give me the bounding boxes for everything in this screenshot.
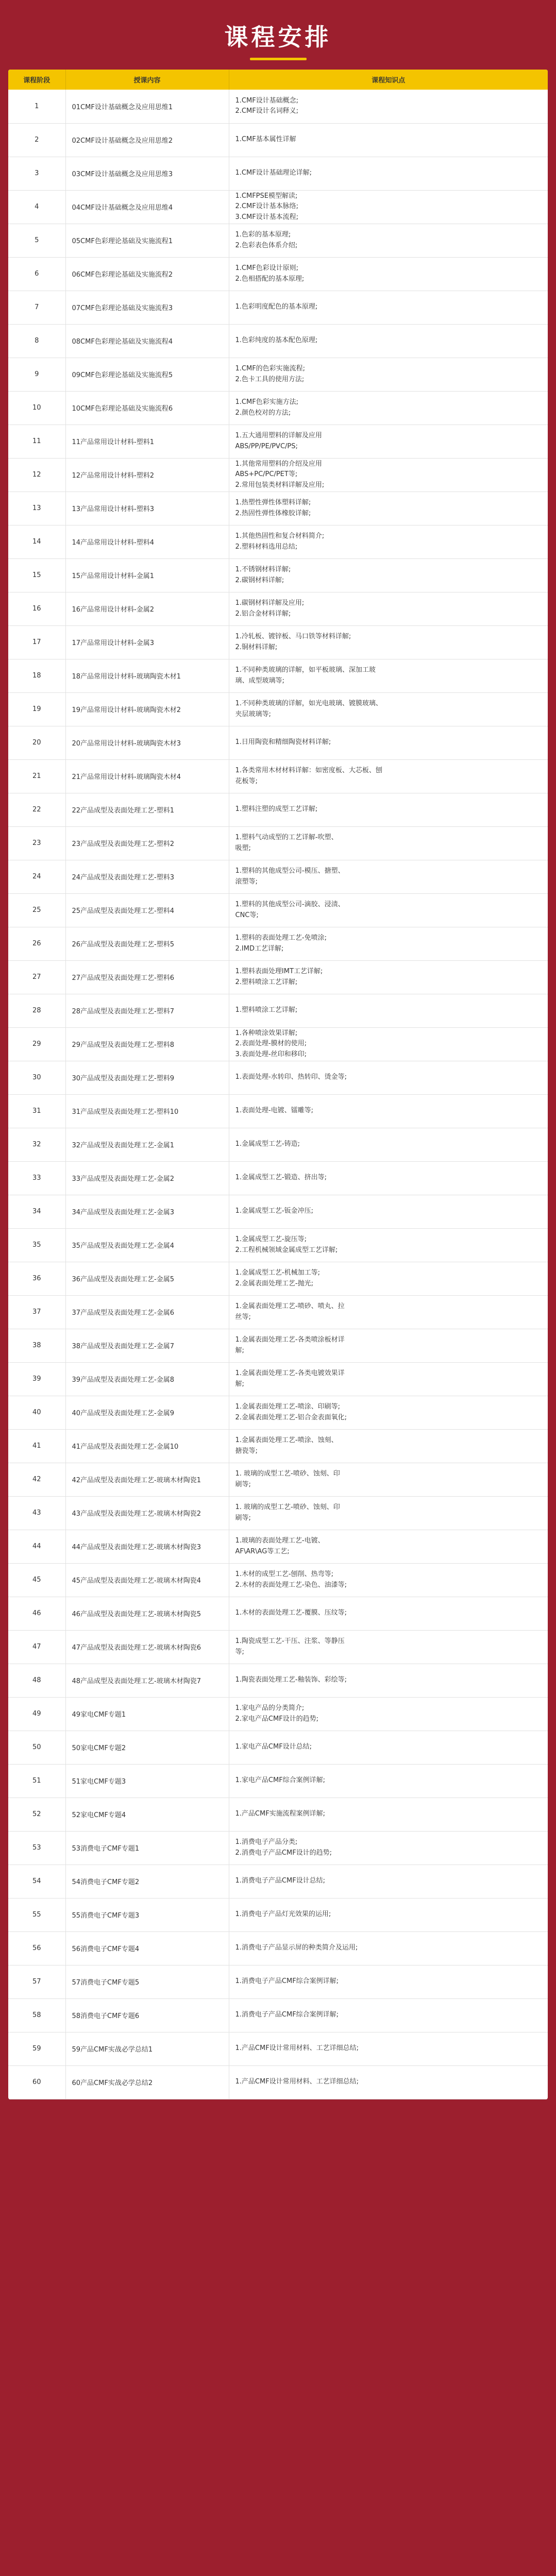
row-stage-cell: 56 — [8, 1931, 65, 1965]
row-course-cell: 04CMF设计基础概念及应用思维4 — [65, 190, 229, 224]
table-row — [8, 1195, 548, 1228]
table-row — [8, 257, 548, 291]
row-stage-cell: 42 — [8, 1463, 65, 1496]
row-course-cell: 19产品常用设计材料-玻璃陶瓷木材2 — [65, 692, 229, 726]
table-row — [8, 659, 548, 692]
row-stage-cell: 9 — [8, 358, 65, 391]
row-knowledge-cell: 1.产品CMF设计常用材料、工艺详细总结; — [229, 2065, 548, 2099]
table-row — [8, 458, 548, 492]
row-course-cell: 24产品成型及表面处理工艺-塑料3 — [65, 860, 229, 893]
row-course-cell: 41产品成型及表面处理工艺-金属10 — [65, 1429, 229, 1463]
row-stage-cell: 50 — [8, 1731, 65, 1764]
row-course-cell: 59产品CMF实战必学总结1 — [65, 2032, 229, 2065]
row-knowledge-cell: 1.塑料气动成型的工艺详解-吹塑、 吸塑; — [229, 826, 548, 860]
row-course-cell: 09CMF色彩理论基础及实施流程5 — [65, 358, 229, 391]
header — [0, 0, 556, 70]
row-course-cell: 55消费电子CMF专题3 — [65, 1898, 229, 1931]
table-row — [8, 1396, 548, 1429]
row-course-cell: 42产品成型及表面处理工艺-玻璃木材陶瓷1 — [65, 1463, 229, 1496]
row-knowledge-cell: 1.塑料表面处理IMT工艺详解; 2.塑料喷涂工艺详解; — [229, 960, 548, 994]
table-row — [8, 525, 548, 558]
row-stage-cell: 44 — [8, 1530, 65, 1563]
row-knowledge-cell: 1.不锈钢材料详解; 2.碳钢材料详解; — [229, 558, 548, 592]
table-row — [8, 2065, 548, 2099]
row-course-cell: 26产品成型及表面处理工艺-塑料5 — [65, 927, 229, 960]
page-title: 课程安排 — [224, 23, 332, 51]
row-course-cell: 57消费电子CMF专题5 — [65, 1965, 229, 1998]
row-knowledge-cell: 1.其他常用塑料的介绍及应用 ABS+PC/PC/PET等; 2.常用包装类材料详解及应用; — [229, 458, 548, 492]
row-stage-cell: 57 — [8, 1965, 65, 1998]
row-course-cell: 15产品常用设计材料-金属1 — [65, 558, 229, 592]
table-row — [8, 190, 548, 224]
table-row — [8, 391, 548, 425]
row-knowledge-cell: 1.冷轧板、镀锌板、马口铁等材料详解; 2.铜材料详解; — [229, 625, 548, 659]
row-course-cell: 33产品成型及表面处理工艺-金属2 — [65, 1161, 229, 1195]
row-knowledge-cell: 1. 玻璃的成型工艺-喷砂、蚀刻、印 刷等; — [229, 1463, 548, 1496]
row-knowledge-cell: 1.表面处理-水转印、热转印、烫金等; — [229, 1061, 548, 1094]
table-row — [8, 1094, 548, 1128]
row-course-cell: 17产品常用设计材料-金属3 — [65, 625, 229, 659]
table-row — [8, 1898, 548, 1931]
row-course-cell: 30产品成型及表面处理工艺-塑料9 — [65, 1061, 229, 1094]
table-row — [8, 893, 548, 927]
row-knowledge-cell: 1.产品CMF设计常用材料、工艺详细总结; — [229, 2032, 548, 2065]
row-stage-cell: 7 — [8, 291, 65, 324]
row-knowledge-cell: 1.木材的表面处理工艺-覆膜、压纹等; — [229, 1597, 548, 1630]
row-stage-cell: 34 — [8, 1195, 65, 1228]
row-stage-cell: 3 — [8, 157, 65, 190]
table-row — [8, 826, 548, 860]
row-stage-cell: 39 — [8, 1362, 65, 1396]
table-row — [8, 1128, 548, 1161]
row-knowledge-cell: 1. 玻璃的成型工艺-喷砂、蚀刻、印 刷等; — [229, 1496, 548, 1530]
row-course-cell: 58消费电子CMF专题6 — [65, 1998, 229, 2032]
row-course-cell: 11产品常用设计材料-塑料1 — [65, 425, 229, 458]
table-row — [8, 1362, 548, 1396]
table-row — [8, 927, 548, 960]
row-stage-cell: 49 — [8, 1697, 65, 1731]
table-row — [8, 1061, 548, 1094]
table-row — [8, 1262, 548, 1295]
row-knowledge-cell: 1.碳钢材料详解及应用; 2.铝合金材料详解; — [229, 592, 548, 625]
row-stage-cell: 23 — [8, 826, 65, 860]
table-row — [8, 692, 548, 726]
table-row — [8, 224, 548, 257]
row-knowledge-cell: 1.金属表面处理工艺-各类电镀效果详 解; — [229, 1362, 548, 1396]
row-knowledge-cell: 1.陶瓷表面处理工艺-釉装饰、彩绘等; — [229, 1664, 548, 1697]
row-stage-cell: 60 — [8, 2065, 65, 2099]
row-knowledge-cell: 1.消费电子产品显示屏的种类简介及运用; — [229, 1931, 548, 1965]
row-stage-cell: 46 — [8, 1597, 65, 1630]
row-knowledge-cell: 1.色彩明度配色的基本原理; — [229, 291, 548, 324]
row-knowledge-cell: 1.五大通用塑料的详解及应用 ABS/PP/PE/PVC/PS; — [229, 425, 548, 458]
row-stage-cell: 31 — [8, 1094, 65, 1128]
row-stage-cell: 25 — [8, 893, 65, 927]
row-knowledge-cell: 1.消费电子产品CMF综合案例详解; — [229, 1998, 548, 2032]
row-knowledge-cell: 1.陶瓷成型工艺-干压、注浆、等静压 等; — [229, 1630, 548, 1664]
row-knowledge-cell: 1.玻璃的表面处理工艺-电镀、 AF\AR\AG等工艺; — [229, 1530, 548, 1563]
table-row — [8, 358, 548, 391]
row-stage-cell: 27 — [8, 960, 65, 994]
row-course-cell: 10CMF色彩理论基础及实施流程6 — [65, 391, 229, 425]
row-stage-cell: 17 — [8, 625, 65, 659]
row-course-cell: 46产品成型及表面处理工艺-玻璃木材陶瓷5 — [65, 1597, 229, 1630]
row-course-cell: 13产品常用设计材料-塑料3 — [65, 492, 229, 525]
row-course-cell: 50家电CMF专题2 — [65, 1731, 229, 1764]
row-knowledge-cell: 1.CMF基本属性详解 — [229, 123, 548, 157]
row-knowledge-cell: 1.产品CMF实施流程案例详解; — [229, 1798, 548, 1831]
row-knowledge-cell: 1.家电产品CMF设计总结; — [229, 1731, 548, 1764]
table-row — [8, 726, 548, 759]
table-row — [8, 1429, 548, 1463]
row-course-cell: 48产品成型及表面处理工艺-玻璃木材陶瓷7 — [65, 1664, 229, 1697]
table-row — [8, 994, 548, 1027]
row-stage-cell: 48 — [8, 1664, 65, 1697]
row-stage-cell: 14 — [8, 525, 65, 558]
table-row — [8, 1831, 548, 1865]
table-row — [8, 1463, 548, 1496]
row-stage-cell: 43 — [8, 1496, 65, 1530]
row-course-cell: 25产品成型及表面处理工艺-塑料4 — [65, 893, 229, 927]
row-knowledge-cell: 1.金属成型工艺-钣金冲压; — [229, 1195, 548, 1228]
table-header — [8, 70, 548, 90]
column-header-knowledge: 课程知识点 — [229, 70, 548, 90]
table-row — [8, 425, 548, 458]
row-course-cell: 60产品CMF实战必学总结2 — [65, 2065, 229, 2099]
row-course-cell: 02CMF设计基础概念及应用思维2 — [65, 123, 229, 157]
row-knowledge-cell: 1.金属表面处理工艺-喷涂、蚀刻、 搪瓷等; — [229, 1429, 548, 1463]
table-row — [8, 1530, 548, 1563]
table-row — [8, 1697, 548, 1731]
row-knowledge-cell: 1.塑料的表面处理工艺-免喷涂; 2.IMD工艺详解; — [229, 927, 548, 960]
row-course-cell: 22产品成型及表面处理工艺-塑料1 — [65, 793, 229, 826]
table-row — [8, 860, 548, 893]
table-row — [8, 625, 548, 659]
row-course-cell: 36产品成型及表面处理工艺-金属5 — [65, 1262, 229, 1295]
table-row — [8, 1998, 548, 2032]
row-course-cell: 54消费电子CMF专题2 — [65, 1865, 229, 1898]
table-row — [8, 2032, 548, 2065]
table-row — [8, 558, 548, 592]
row-knowledge-cell: 1.家电产品的分类简介; 2.家电产品CMF设计的趋势; — [229, 1697, 548, 1731]
row-course-cell: 47产品成型及表面处理工艺-玻璃木材陶瓷6 — [65, 1630, 229, 1664]
row-stage-cell: 32 — [8, 1128, 65, 1161]
column-header-stage: 课程阶段 — [8, 70, 65, 90]
column-header-content: 授课内容 — [65, 70, 229, 90]
table-row — [8, 1295, 548, 1329]
table-row — [8, 1563, 548, 1597]
row-stage-cell: 4 — [8, 190, 65, 224]
table-row — [8, 1931, 548, 1965]
table-row — [8, 492, 548, 525]
table-body — [8, 90, 548, 2099]
row-course-cell: 43产品成型及表面处理工艺-玻璃木材陶瓷2 — [65, 1496, 229, 1530]
row-stage-cell: 2 — [8, 123, 65, 157]
row-course-cell: 28产品成型及表面处理工艺-塑料7 — [65, 994, 229, 1027]
row-stage-cell: 58 — [8, 1998, 65, 2032]
table-row — [8, 960, 548, 994]
row-stage-cell: 47 — [8, 1630, 65, 1664]
row-course-cell: 01CMF设计基础概念及应用思维1 — [65, 90, 229, 123]
row-course-cell: 16产品常用设计材料-金属2 — [65, 592, 229, 625]
table-row — [8, 157, 548, 190]
row-stage-cell: 15 — [8, 558, 65, 592]
row-stage-cell: 1 — [8, 90, 65, 123]
row-knowledge-cell: 1.各类常用木材材料详解：如密度板、大芯板、刨 花板等; — [229, 759, 548, 793]
row-stage-cell: 38 — [8, 1329, 65, 1362]
row-knowledge-cell: 1.塑料喷涂工艺详解; — [229, 994, 548, 1027]
table-row — [8, 324, 548, 358]
row-course-cell: 05CMF色彩理论基础及实施流程1 — [65, 224, 229, 257]
row-knowledge-cell: 1.木材的成型工艺-刨削、热弯等; 2.木材的表面处理工艺-染色、油漆等; — [229, 1563, 548, 1597]
row-stage-cell: 20 — [8, 726, 65, 759]
row-stage-cell: 22 — [8, 793, 65, 826]
footer-band — [0, 2099, 556, 2120]
row-stage-cell: 30 — [8, 1061, 65, 1094]
row-course-cell: 29产品成型及表面处理工艺-塑料8 — [65, 1027, 229, 1061]
row-course-cell: 03CMF设计基础概念及应用思维3 — [65, 157, 229, 190]
row-knowledge-cell: 1.金属表面处理工艺-喷砂、喷丸、拉 丝等; — [229, 1295, 548, 1329]
row-knowledge-cell: 1.金属表面处理工艺-各类喷涂板材详 解; — [229, 1329, 548, 1362]
row-stage-cell: 45 — [8, 1563, 65, 1597]
table-row — [8, 793, 548, 826]
row-knowledge-cell: 1.表面处理-电镀、镭雕等; — [229, 1094, 548, 1128]
row-stage-cell: 33 — [8, 1161, 65, 1195]
row-stage-cell: 11 — [8, 425, 65, 458]
row-knowledge-cell: 1.色彩纯度的基本配色原理; — [229, 324, 548, 358]
row-knowledge-cell: 1.CMF设计基础理论详解; — [229, 157, 548, 190]
row-stage-cell: 5 — [8, 224, 65, 257]
row-knowledge-cell: 1.热塑性弹性体塑料详解; 2.热固性弹性体橡胶详解; — [229, 492, 548, 525]
row-stage-cell: 52 — [8, 1798, 65, 1831]
row-knowledge-cell: 1.CMF的色彩实施流程; 2.色卡工具的使用方法; — [229, 358, 548, 391]
row-knowledge-cell: 1.塑料注塑的成型工艺详解; — [229, 793, 548, 826]
row-knowledge-cell: 1.金属成型工艺-旋压等; 2.工程机械领域金属成型工艺详解; — [229, 1228, 548, 1262]
schedule-table — [8, 70, 548, 2099]
row-stage-cell: 21 — [8, 759, 65, 793]
row-knowledge-cell: 1.消费电子产品分类; 2.消费电子产品CMF设计的趋势; — [229, 1831, 548, 1865]
row-course-cell: 07CMF色彩理论基础及实施流程3 — [65, 291, 229, 324]
row-course-cell: 31产品成型及表面处理工艺-塑料10 — [65, 1094, 229, 1128]
table-row — [8, 1664, 548, 1697]
row-knowledge-cell: 1.消费电子产品CMF设计总结; — [229, 1865, 548, 1898]
row-stage-cell: 37 — [8, 1295, 65, 1329]
title-underline — [250, 58, 307, 60]
row-course-cell: 51家电CMF专题3 — [65, 1764, 229, 1798]
row-knowledge-cell: 1.塑料的其他成型公司-滴胶、浸渍、 CNC等; — [229, 893, 548, 927]
table-row — [8, 90, 548, 123]
row-course-cell: 39产品成型及表面处理工艺-金属8 — [65, 1362, 229, 1396]
row-course-cell: 20产品常用设计材料-玻璃陶瓷木材3 — [65, 726, 229, 759]
row-course-cell: 18产品常用设计材料-玻璃陶瓷木材1 — [65, 659, 229, 692]
table-row — [8, 1161, 548, 1195]
row-knowledge-cell: 1.各种喷涂效果详解; 2.表面处理-膜材的使用; 3.表面处理-丝印和移印; — [229, 1027, 548, 1061]
row-knowledge-cell: 1.家电产品CMF综合案例详解; — [229, 1764, 548, 1798]
row-knowledge-cell: 1.CMF色彩设计原则; 2.色相搭配的基本原理; — [229, 257, 548, 291]
row-course-cell: 38产品成型及表面处理工艺-金属7 — [65, 1329, 229, 1362]
row-stage-cell: 19 — [8, 692, 65, 726]
table-row — [8, 1228, 548, 1262]
row-stage-cell: 28 — [8, 994, 65, 1027]
table-row — [8, 1630, 548, 1664]
table-row — [8, 1496, 548, 1530]
row-course-cell: 06CMF色彩理论基础及实施流程2 — [65, 257, 229, 291]
row-stage-cell: 24 — [8, 860, 65, 893]
row-course-cell: 12产品常用设计材料-塑料2 — [65, 458, 229, 492]
table-row — [8, 1731, 548, 1764]
row-course-cell: 23产品成型及表面处理工艺-塑料2 — [65, 826, 229, 860]
row-knowledge-cell: 1.日用陶瓷和精细陶瓷材料详解; — [229, 726, 548, 759]
table-row — [8, 592, 548, 625]
row-course-cell: 49家电CMF专题1 — [65, 1697, 229, 1731]
row-knowledge-cell: 1.塑料的其他成型公司-模压、搪塑、 滚塑等; — [229, 860, 548, 893]
table-row — [8, 1865, 548, 1898]
row-stage-cell: 54 — [8, 1865, 65, 1898]
row-course-cell: 45产品成型及表面处理工艺-玻璃木材陶瓷4 — [65, 1563, 229, 1597]
row-stage-cell: 59 — [8, 2032, 65, 2065]
row-course-cell: 14产品常用设计材料-塑料4 — [65, 525, 229, 558]
row-knowledge-cell: 1.其他热固性和复合材料简介; 2.塑料材料选用总结; — [229, 525, 548, 558]
row-course-cell: 40产品成型及表面处理工艺-金属9 — [65, 1396, 229, 1429]
row-stage-cell: 35 — [8, 1228, 65, 1262]
row-knowledge-cell: 1.金属成型工艺-锻造、挤出等; — [229, 1161, 548, 1195]
table-row — [8, 1965, 548, 1998]
row-knowledge-cell: 1.不同种类玻璃的详解，如光电玻璃、镀膜玻璃、 夹层玻璃等; — [229, 692, 548, 726]
row-stage-cell: 53 — [8, 1831, 65, 1865]
row-course-cell: 35产品成型及表面处理工艺-金属4 — [65, 1228, 229, 1262]
row-course-cell: 21产品常用设计材料-玻璃陶瓷木材4 — [65, 759, 229, 793]
table-row — [8, 1597, 548, 1630]
row-knowledge-cell: 1.消费电子产品CMF综合案例详解; — [229, 1965, 548, 1998]
row-knowledge-cell: 1.CMFPSE模型解读; 2.CMF设计基本脉络; 3.CMF设计基本流程; — [229, 190, 548, 224]
table-row — [8, 123, 548, 157]
row-stage-cell: 13 — [8, 492, 65, 525]
row-stage-cell: 10 — [8, 391, 65, 425]
row-course-cell: 52家电CMF专题4 — [65, 1798, 229, 1831]
row-course-cell: 34产品成型及表面处理工艺-金属3 — [65, 1195, 229, 1228]
row-stage-cell: 18 — [8, 659, 65, 692]
table-row — [8, 1027, 548, 1061]
row-stage-cell: 29 — [8, 1027, 65, 1061]
row-stage-cell: 6 — [8, 257, 65, 291]
row-stage-cell: 8 — [8, 324, 65, 358]
row-knowledge-cell: 1.CMF色彩实施方法; 2.颜色校对的方法; — [229, 391, 548, 425]
row-knowledge-cell: 1.消费电子产品灯光效果的运用; — [229, 1898, 548, 1931]
row-stage-cell: 36 — [8, 1262, 65, 1295]
table-row — [8, 1329, 548, 1362]
row-knowledge-cell: 1.CMF设计基础概念; 2.CMF设计名词释义; — [229, 90, 548, 123]
row-stage-cell: 26 — [8, 927, 65, 960]
row-stage-cell: 41 — [8, 1429, 65, 1463]
row-course-cell: 53消费电子CMF专题1 — [65, 1831, 229, 1865]
row-knowledge-cell: 1.金属成型工艺-机械加工等; 2.金属表面处理工艺-抛光; — [229, 1262, 548, 1295]
row-knowledge-cell: 1.色彩的基本原理; 2.色彩表色体系介绍; — [229, 224, 548, 257]
row-course-cell: 44产品成型及表面处理工艺-玻璃木材陶瓷3 — [65, 1530, 229, 1563]
table-row — [8, 1764, 548, 1798]
row-stage-cell: 12 — [8, 458, 65, 492]
row-knowledge-cell: 1.金属成型工艺-铸造; — [229, 1128, 548, 1161]
row-knowledge-cell: 1.不同种类玻璃的详解，如平板玻璃、深加工玻 璃、成型玻璃等; — [229, 659, 548, 692]
table-row — [8, 291, 548, 324]
row-stage-cell: 55 — [8, 1898, 65, 1931]
row-knowledge-cell: 1.金属表面处理工艺-喷涂、印刷等; 2.金属表面处理工艺-铝合金表面氧化; — [229, 1396, 548, 1429]
table-row — [8, 1798, 548, 1831]
row-course-cell: 56消费电子CMF专题4 — [65, 1931, 229, 1965]
row-stage-cell: 16 — [8, 592, 65, 625]
row-course-cell: 27产品成型及表面处理工艺-塑料6 — [65, 960, 229, 994]
row-stage-cell: 40 — [8, 1396, 65, 1429]
row-course-cell: 37产品成型及表面处理工艺-金属6 — [65, 1295, 229, 1329]
row-course-cell: 08CMF色彩理论基础及实施流程4 — [65, 324, 229, 358]
row-course-cell: 32产品成型及表面处理工艺-金属1 — [65, 1128, 229, 1161]
row-stage-cell: 51 — [8, 1764, 65, 1798]
table-row — [8, 759, 548, 793]
